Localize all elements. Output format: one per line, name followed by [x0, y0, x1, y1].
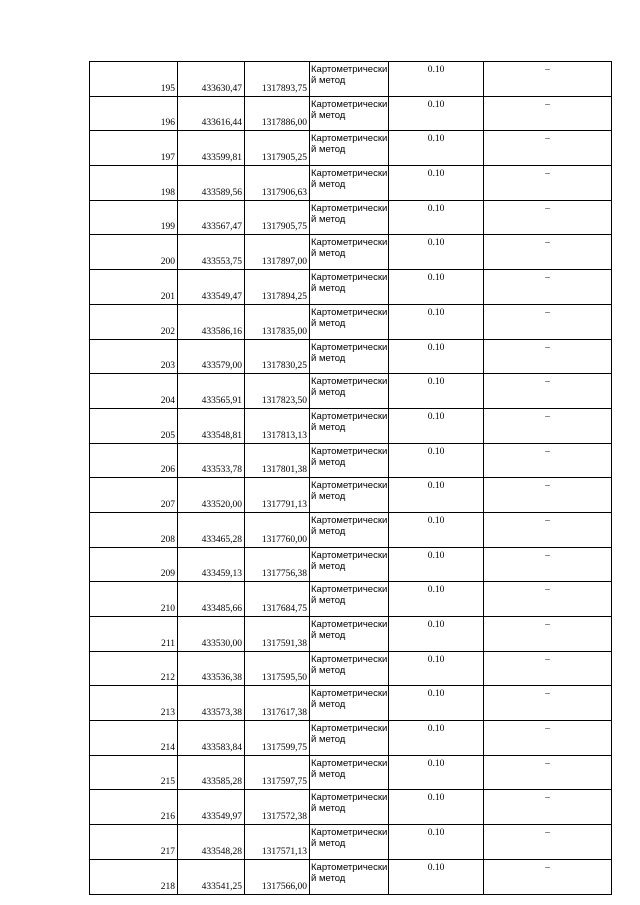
point-number-cell: 201 — [90, 270, 178, 305]
x-coordinate-cell: 433553,75 — [178, 235, 245, 270]
note-cell: – — [484, 686, 612, 721]
accuracy-cell: 0.10 — [389, 96, 484, 131]
point-number-cell: 208 — [90, 512, 178, 547]
method-cell: Картометрический метод — [310, 166, 389, 201]
point-number-cell: 199 — [90, 200, 178, 235]
note-cell: – — [484, 512, 612, 547]
y-coordinate-cell: 1317595,50 — [245, 651, 310, 686]
point-number-cell: 205 — [90, 408, 178, 443]
accuracy-cell: 0.10 — [389, 62, 484, 97]
note-cell: – — [484, 547, 612, 582]
x-coordinate-cell: 433548,28 — [178, 825, 245, 860]
x-coordinate-cell: 433465,28 — [178, 512, 245, 547]
y-coordinate-cell: 1317684,75 — [245, 582, 310, 617]
accuracy-cell: 0.10 — [389, 859, 484, 894]
table-row — [90, 686, 612, 721]
note-cell: – — [484, 755, 612, 790]
method-cell: Картометрический метод — [310, 755, 389, 790]
method-cell: Картометрический метод — [310, 512, 389, 547]
y-coordinate-cell: 1317791,13 — [245, 478, 310, 513]
point-number-cell: 202 — [90, 304, 178, 339]
accuracy-cell: 0.10 — [389, 443, 484, 478]
coordinates-table — [89, 61, 612, 895]
accuracy-cell: 0.10 — [389, 374, 484, 409]
x-coordinate-cell: 433583,84 — [178, 721, 245, 756]
x-coordinate-cell: 433459,13 — [178, 547, 245, 582]
method-cell: Картометрический метод — [310, 721, 389, 756]
table-row — [90, 721, 612, 756]
table-row — [90, 617, 612, 652]
note-cell: – — [484, 582, 612, 617]
accuracy-cell: 0.10 — [389, 755, 484, 790]
note-cell: – — [484, 200, 612, 235]
x-coordinate-cell: 433533,78 — [178, 443, 245, 478]
method-cell: Картометрический метод — [310, 547, 389, 582]
method-cell: Картометрический метод — [310, 131, 389, 166]
note-cell: – — [484, 339, 612, 374]
y-coordinate-cell: 1317823,50 — [245, 374, 310, 409]
method-cell: Картометрический метод — [310, 235, 389, 270]
table-row — [90, 790, 612, 825]
accuracy-cell: 0.10 — [389, 200, 484, 235]
y-coordinate-cell: 1317599,75 — [245, 721, 310, 756]
point-number-cell: 218 — [90, 859, 178, 894]
x-coordinate-cell: 433565,91 — [178, 374, 245, 409]
y-coordinate-cell: 1317835,00 — [245, 304, 310, 339]
method-cell: Картометрический метод — [310, 478, 389, 513]
table-row — [90, 131, 612, 166]
note-cell: – — [484, 617, 612, 652]
note-cell: – — [484, 651, 612, 686]
y-coordinate-cell: 1317801,38 — [245, 443, 310, 478]
x-coordinate-cell: 433630,47 — [178, 62, 245, 97]
accuracy-cell: 0.10 — [389, 235, 484, 270]
note-cell: – — [484, 304, 612, 339]
y-coordinate-cell: 1317894,25 — [245, 270, 310, 305]
x-coordinate-cell: 433541,25 — [178, 859, 245, 894]
table-row — [90, 512, 612, 547]
y-coordinate-cell: 1317813,13 — [245, 408, 310, 443]
x-coordinate-cell: 433586,16 — [178, 304, 245, 339]
note-cell: – — [484, 825, 612, 860]
note-cell: – — [484, 96, 612, 131]
note-cell: – — [484, 408, 612, 443]
method-cell: Картометрический метод — [310, 62, 389, 97]
table-row — [90, 582, 612, 617]
method-cell: Картометрический метод — [310, 96, 389, 131]
method-cell: Картометрический метод — [310, 859, 389, 894]
accuracy-cell: 0.10 — [389, 651, 484, 686]
accuracy-cell: 0.10 — [389, 131, 484, 166]
y-coordinate-cell: 1317591,38 — [245, 617, 310, 652]
point-number-cell: 210 — [90, 582, 178, 617]
method-cell: Картометрический метод — [310, 374, 389, 409]
y-coordinate-cell: 1317756,38 — [245, 547, 310, 582]
point-number-cell: 204 — [90, 374, 178, 409]
method-cell: Картометрический метод — [310, 200, 389, 235]
x-coordinate-cell: 433485,66 — [178, 582, 245, 617]
table-row — [90, 200, 612, 235]
x-coordinate-cell: 433589,56 — [178, 166, 245, 201]
x-coordinate-cell: 433579,00 — [178, 339, 245, 374]
point-number-cell: 206 — [90, 443, 178, 478]
accuracy-cell: 0.10 — [389, 478, 484, 513]
x-coordinate-cell: 433536,38 — [178, 651, 245, 686]
accuracy-cell: 0.10 — [389, 270, 484, 305]
table-row — [90, 62, 612, 97]
x-coordinate-cell: 433585,28 — [178, 755, 245, 790]
table-row — [90, 651, 612, 686]
note-cell: – — [484, 270, 612, 305]
point-number-cell: 215 — [90, 755, 178, 790]
point-number-cell: 212 — [90, 651, 178, 686]
y-coordinate-cell: 1317893,75 — [245, 62, 310, 97]
point-number-cell: 196 — [90, 96, 178, 131]
method-cell: Картометрический метод — [310, 790, 389, 825]
note-cell: – — [484, 131, 612, 166]
accuracy-cell: 0.10 — [389, 721, 484, 756]
table-row — [90, 478, 612, 513]
y-coordinate-cell: 1317617,38 — [245, 686, 310, 721]
y-coordinate-cell: 1317566,00 — [245, 859, 310, 894]
point-number-cell: 209 — [90, 547, 178, 582]
note-cell: – — [484, 721, 612, 756]
note-cell: – — [484, 166, 612, 201]
accuracy-cell: 0.10 — [389, 582, 484, 617]
note-cell: – — [484, 62, 612, 97]
accuracy-cell: 0.10 — [389, 686, 484, 721]
note-cell: – — [484, 235, 612, 270]
table-row — [90, 270, 612, 305]
table-row — [90, 374, 612, 409]
accuracy-cell: 0.10 — [389, 790, 484, 825]
accuracy-cell: 0.10 — [389, 339, 484, 374]
y-coordinate-cell: 1317905,25 — [245, 131, 310, 166]
y-coordinate-cell: 1317830,25 — [245, 339, 310, 374]
method-cell: Картометрический метод — [310, 582, 389, 617]
table-row — [90, 443, 612, 478]
accuracy-cell: 0.10 — [389, 547, 484, 582]
accuracy-cell: 0.10 — [389, 304, 484, 339]
point-number-cell: 213 — [90, 686, 178, 721]
method-cell: Картометрический метод — [310, 686, 389, 721]
x-coordinate-cell: 433520,00 — [178, 478, 245, 513]
y-coordinate-cell: 1317886,00 — [245, 96, 310, 131]
point-number-cell: 197 — [90, 131, 178, 166]
coordinates-table-body — [90, 62, 612, 895]
y-coordinate-cell: 1317897,00 — [245, 235, 310, 270]
table-row — [90, 755, 612, 790]
table-row — [90, 96, 612, 131]
point-number-cell: 203 — [90, 339, 178, 374]
x-coordinate-cell: 433616,44 — [178, 96, 245, 131]
y-coordinate-cell: 1317760,00 — [245, 512, 310, 547]
table-row — [90, 304, 612, 339]
x-coordinate-cell: 433549,47 — [178, 270, 245, 305]
method-cell: Картометрический метод — [310, 408, 389, 443]
method-cell: Картометрический метод — [310, 651, 389, 686]
y-coordinate-cell: 1317905,75 — [245, 200, 310, 235]
x-coordinate-cell: 433530,00 — [178, 617, 245, 652]
point-number-cell: 200 — [90, 235, 178, 270]
point-number-cell: 207 — [90, 478, 178, 513]
accuracy-cell: 0.10 — [389, 617, 484, 652]
point-number-cell: 217 — [90, 825, 178, 860]
y-coordinate-cell: 1317906,63 — [245, 166, 310, 201]
accuracy-cell: 0.10 — [389, 825, 484, 860]
x-coordinate-cell: 433548,81 — [178, 408, 245, 443]
method-cell: Картометрический метод — [310, 304, 389, 339]
point-number-cell: 214 — [90, 721, 178, 756]
x-coordinate-cell: 433567,47 — [178, 200, 245, 235]
point-number-cell: 211 — [90, 617, 178, 652]
y-coordinate-cell: 1317597,75 — [245, 755, 310, 790]
method-cell: Картометрический метод — [310, 339, 389, 374]
table-row — [90, 825, 612, 860]
point-number-cell: 216 — [90, 790, 178, 825]
table-row — [90, 235, 612, 270]
point-number-cell: 195 — [90, 62, 178, 97]
note-cell: – — [484, 374, 612, 409]
point-number-cell: 198 — [90, 166, 178, 201]
x-coordinate-cell: 433573,38 — [178, 686, 245, 721]
accuracy-cell: 0.10 — [389, 166, 484, 201]
x-coordinate-cell: 433549,97 — [178, 790, 245, 825]
accuracy-cell: 0.10 — [389, 512, 484, 547]
table-row — [90, 408, 612, 443]
note-cell: – — [484, 859, 612, 894]
x-coordinate-cell: 433599,81 — [178, 131, 245, 166]
method-cell: Картометрический метод — [310, 270, 389, 305]
method-cell: Картометрический метод — [310, 825, 389, 860]
note-cell: – — [484, 478, 612, 513]
table-row — [90, 859, 612, 894]
note-cell: – — [484, 790, 612, 825]
table-row — [90, 339, 612, 374]
method-cell: Картометрический метод — [310, 617, 389, 652]
accuracy-cell: 0.10 — [389, 408, 484, 443]
y-coordinate-cell: 1317571,13 — [245, 825, 310, 860]
method-cell: Картометрический метод — [310, 443, 389, 478]
table-row — [90, 166, 612, 201]
table-row — [90, 547, 612, 582]
note-cell: – — [484, 443, 612, 478]
y-coordinate-cell: 1317572,38 — [245, 790, 310, 825]
